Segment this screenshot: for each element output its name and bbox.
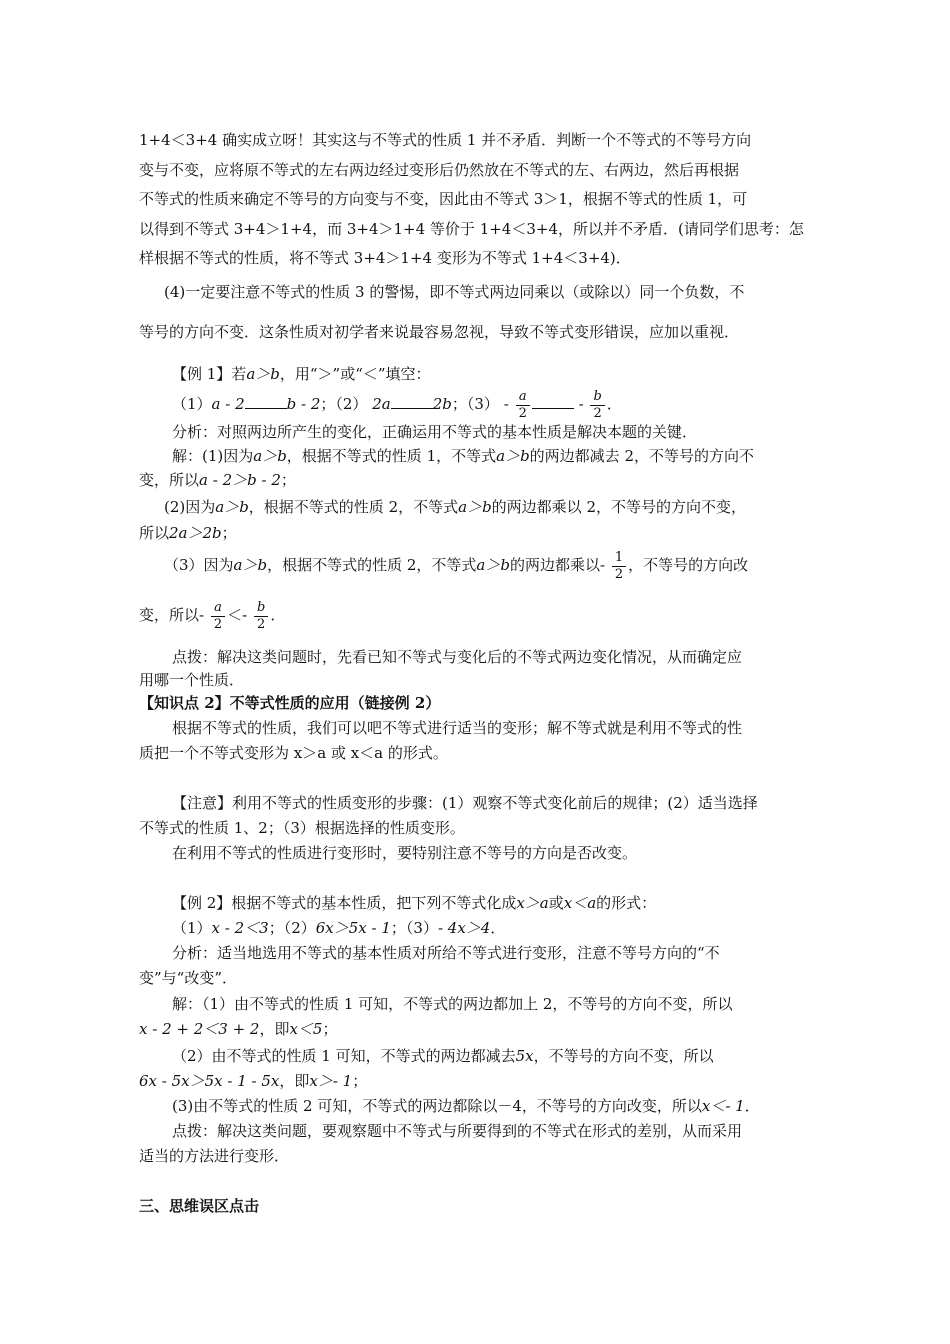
frac-den: 2 — [518, 405, 527, 421]
math: x＞- 1 — [309, 1072, 353, 1090]
ex1-q1-blank[interactable] — [245, 396, 287, 409]
note4-line-1: (4)一定要注意不等式的性质 3 的警惕，即不等式两边同乘以（或除以）同一个负数，不 — [164, 283, 745, 301]
math: x - 2＜3 — [211, 919, 269, 937]
text: - — [199, 606, 205, 624]
section3-title: 三、思维误区点击 — [139, 1197, 260, 1215]
ex1-analysis: 分析：对照两边所产生的变化，正确运用不等式的基本性质是解决本题的关键． — [172, 423, 698, 441]
ex2-analysis-line-1: 分析：适当地选用不等式的基本性质对所给不等式进行变形，注意不等号方向的“不 — [172, 944, 720, 962]
ex2-solution-2a — [172, 1046, 714, 1066]
text: 解：(1)因为 — [172, 447, 254, 465]
math: 6x - 5x＞5x - 1 - 5x — [139, 1072, 280, 1090]
ex1-solution-3b — [139, 598, 285, 638]
frac-num: b — [593, 388, 602, 404]
intro-line-2: 变与不变，应将原不等式的左右两边经过变形后仍然放在不等式的左、右两边，然后再根据 — [139, 161, 740, 179]
ex1-solution-2b — [139, 523, 237, 543]
text: ；（2） — [268, 919, 316, 937]
text: (3)由不等式的性质 2 可知，不等式的两边都除以－4，不等号的方向改变，所以 — [172, 1097, 702, 1115]
frac-num: a — [214, 599, 222, 615]
ex1-q3-end: ． — [606, 395, 622, 413]
ex1-head-suffix: ，用“＞”或“＜”填空： — [279, 365, 431, 383]
text: ；（3） — [390, 919, 438, 937]
ex1-q1-left: a - 2 — [211, 395, 245, 413]
math: x＞a — [516, 894, 549, 912]
ex1-q3-frac-a — [516, 389, 530, 422]
example2-questions — [172, 918, 505, 938]
text: ； — [280, 471, 296, 489]
ex1-q3-frac-b — [590, 389, 604, 422]
ex1-q2-left: 2a — [372, 395, 391, 413]
frac-den: 2 — [614, 566, 624, 582]
frac-den: 2 — [213, 616, 223, 632]
text: - — [242, 606, 248, 624]
text: 的两边都乘以 — [509, 556, 600, 574]
kp2-title: 【知识点 2】不等式性质的应用（链接例 2） — [139, 694, 441, 712]
math: x＜a — [563, 894, 597, 912]
ex1-solution-1b — [139, 470, 296, 490]
kp2-para-line-2: 质把一个不等式变形为 x＞a 或 x＜a 的形式。 — [139, 744, 448, 762]
frac-num: b — [257, 599, 266, 615]
ex1-tip-line-2: 用哪一个性质． — [139, 671, 245, 689]
kp2-note-line-2: 不等式的性质 1、2；（3）根据选择的性质变形。 — [139, 819, 465, 837]
math: 5x — [515, 1047, 534, 1065]
ex1-solution-3a — [164, 548, 748, 588]
ex2-analysis-line-2: 变”与“改变”． — [139, 969, 238, 987]
math: a＞b — [458, 498, 492, 516]
text: 的两边都乘以 2，不等号的方向不变， — [491, 498, 746, 516]
text: ； — [221, 524, 237, 542]
note4-line-2: 等号的方向不变．这条性质对初学者来说最容易忽视，导致不等式变形错误，应加以重视． — [139, 323, 740, 341]
ex2-solution-1a: 解：（1）由不等式的性质 1 可知，不等式的两边都加上 2，不等号的方向不变，所以 — [172, 995, 733, 1013]
ex1-q2-blank[interactable] — [391, 396, 433, 409]
text: 变，所以 — [139, 471, 200, 489]
text: ． — [744, 1097, 760, 1115]
math: - 4x＞4 — [437, 919, 491, 937]
text: ，根据不等式的性质 2，不等式 — [267, 556, 477, 574]
text: 变，所以 — [139, 606, 200, 624]
ex1-q1-label: （1） — [172, 395, 212, 413]
ex1-solution-1a — [172, 446, 754, 466]
ex1-head-prefix: 【例 1】若 — [172, 365, 247, 383]
text: ． — [270, 606, 286, 624]
math: a＞b — [215, 498, 249, 516]
text: ． — [490, 919, 506, 937]
text: (2)因为 — [164, 498, 216, 516]
ex1-solution-2a — [164, 497, 746, 517]
math: a＞b — [476, 556, 510, 574]
text: （3）因为 — [164, 556, 234, 574]
ex1-q3-blank[interactable] — [532, 396, 574, 409]
text: 的两边都减去 2，不等号的方向不 — [529, 447, 754, 465]
text: ＜ — [227, 606, 243, 624]
ex2-tip-line-2: 适当的方法进行变形． — [139, 1147, 290, 1165]
frac-num: a — [518, 388, 527, 404]
ex1-q3-neg-right: - — [578, 395, 584, 413]
math: a＞b — [496, 447, 530, 465]
ex1-q3-label: ；（3） — [451, 395, 499, 413]
text: 【例 2】根据不等式的基本性质，把下列不等式化成 — [172, 894, 517, 912]
ex1-q2-label: ；（2） — [320, 395, 368, 413]
text: ，即 — [279, 1072, 310, 1090]
ex2-solution-1b — [139, 1019, 338, 1039]
text: 的形式： — [596, 894, 657, 912]
frac-num: 1 — [614, 549, 624, 565]
ex1-q1-right: b - 2 — [286, 395, 321, 413]
frac-den: 2 — [257, 616, 266, 632]
text: ； — [322, 1020, 338, 1038]
ex1-q2-right: 2b — [432, 395, 452, 413]
ex1-result-frac-b — [254, 600, 268, 633]
text: ； — [352, 1072, 368, 1090]
ex1-head-math: a＞b — [246, 365, 280, 383]
intro-line-5: 样根据不等式的性质，将不等式 3+4＞1+4 变形为不等式 1+4＜3+4)． — [139, 249, 631, 267]
kp2-para-line-1: 根据不等式的性质，我们可以吧不等式进行适当的变形；解不等式就是利用不等式的性 — [172, 719, 743, 737]
example2-heading — [172, 893, 656, 913]
math: a＞b — [253, 447, 287, 465]
math: 6x＞5x - 1 — [315, 919, 391, 937]
text: 或 — [548, 894, 564, 912]
text: （2）由不等式的性质 1 可知，不等式的两边都减去 — [172, 1047, 516, 1065]
math: x＜5 — [289, 1020, 323, 1038]
ex1-frac-half — [612, 550, 626, 583]
intro-line-1: 1+4＜3+4 确实成立呀！其实这与不等式的性质 1 并不矛盾．判断一个不等式的不等号方向 — [139, 131, 752, 149]
math: a＞b — [233, 556, 268, 574]
ex1-result-frac-a — [211, 600, 225, 633]
text: （1） — [172, 919, 212, 937]
math: x＜- 1 — [701, 1097, 745, 1115]
intro-line-4: 以得到不等式 3+4＞1+4，而 3+4＞1+4 等价于 1+4＜3+4，所以并不矛盾．(请同学们思考：怎 — [139, 220, 804, 238]
text: ，根据不等式的性质 1，不等式 — [286, 447, 497, 465]
ex1-tip-line-1: 点拨：解决这类问题时，先看已知不等式与变化后的不等式两边变化情况，从而确定应 — [172, 648, 743, 666]
text: ，不等号的方向不变，所以 — [533, 1047, 714, 1065]
text: ，根据不等式的性质 2，不等式 — [248, 498, 459, 516]
example1-heading — [172, 364, 431, 384]
math: 2a＞2b — [169, 524, 222, 542]
ex2-solution-2b — [139, 1071, 367, 1091]
text: ，即 — [259, 1020, 290, 1038]
math: x - 2 + 2＜3 + 2 — [139, 1020, 260, 1038]
frac-den: 2 — [593, 405, 602, 421]
text: 所以 — [139, 524, 170, 542]
math: a - 2＞b - 2 — [199, 471, 281, 489]
ex2-solution-3 — [172, 1096, 760, 1116]
kp2-note-line-3: 在利用不等式的性质进行变形时，要特别注意不等号的方向是否改变。 — [172, 844, 638, 862]
text: ，不等号的方向改 — [628, 556, 749, 574]
text: - — [599, 556, 606, 574]
ex1-q3-neg-left: - — [503, 395, 509, 413]
intro-line-3: 不等式的性质来确定不等号的方向变与不变，因此由不等式 3＞1，根据不等式的性质 1，可 — [139, 190, 748, 208]
ex2-tip-line-1: 点拨：解决这类问题，要观察题中不等式与所要得到的不等式在形式的差别，从而采用 — [172, 1122, 743, 1140]
kp2-note-line-1: 【注意】利用不等式的性质变形的步骤：(1）观察不等式变化前后的规律；(2）适当选择 — [172, 794, 758, 812]
